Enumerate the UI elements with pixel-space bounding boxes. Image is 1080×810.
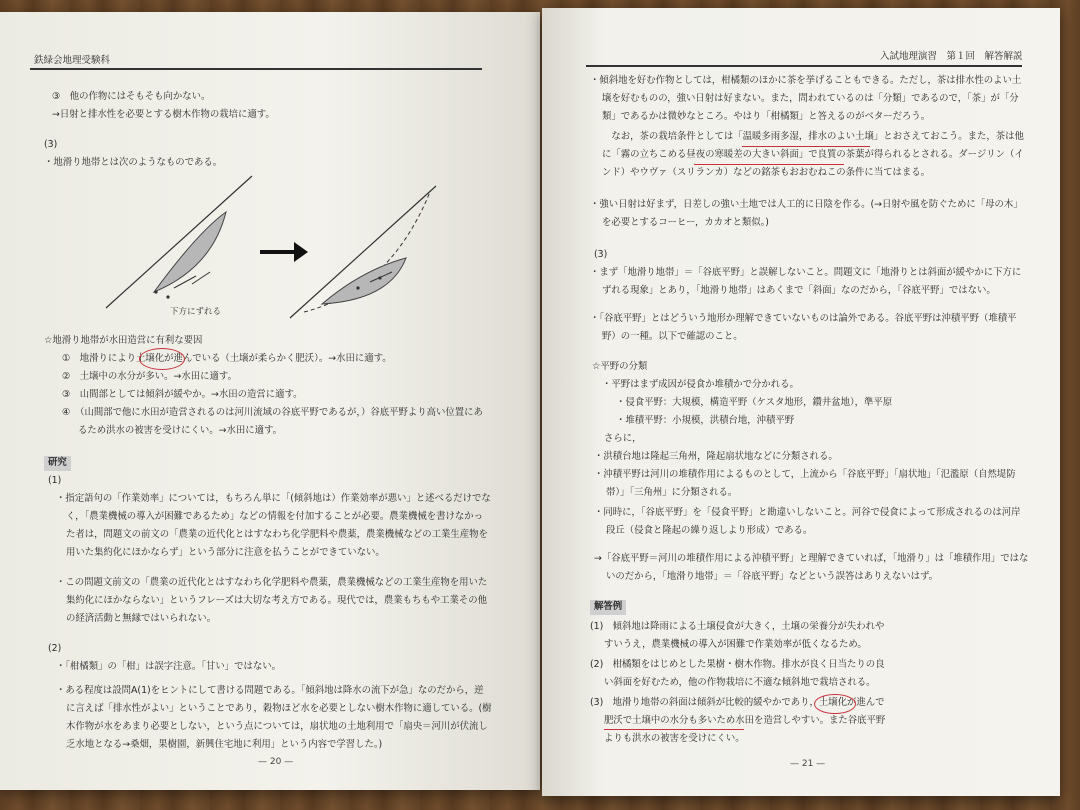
- left-line-1: →日射と排水性を必要とする樹木作物の栽培に適す。: [52, 109, 275, 120]
- right-line-10: ずれる現象」とあり，「地滑り地帯」はあくまで「斜面」なのだから，「谷底平野」ではない。: [602, 285, 996, 296]
- right-line-6: ・強い日射は好まず，日差しの強い土地では人工的に日陰を作る。(→日射や風を防ぐために「母の木」: [590, 199, 1023, 210]
- right-line-14: ・平野はまず成因が侵食か堆積かで分かれる。: [602, 379, 799, 390]
- right-line-13: ☆平野の分類: [592, 361, 648, 372]
- right-line-22: 段丘（侵食と隆起の繰り返しより形成）である。: [606, 525, 813, 536]
- landslide-diagram: [100, 172, 450, 322]
- right-line-21: ・同時に，「谷底平野」を「侵食平野」と勘違いしないこと。河谷で侵食によって形成されるのは河岸: [594, 507, 1021, 518]
- left-line-3: ・地滑り地帯とは次のようなものである。: [44, 157, 223, 168]
- right-line-12: 野）の一種。以下で確認のこと。: [602, 331, 743, 342]
- right-line-5: ンド）やウヴァ（スリランカ）などの銘茶もおおむねこの条件に当てはまる。: [602, 167, 931, 178]
- left-line-24: 乏水地となる→桑畑，果樹園，新興住宅地に利用」という内容で学習した。): [66, 739, 383, 750]
- right-line-1: 壌を好むものの，強い日射は好まない。また，問われているのは「分類」であるので，「茶」が「分: [602, 93, 1019, 104]
- left-line-18: の経済活動と無縁ではいられない。: [66, 613, 217, 624]
- left-line-22: に言えば「排水性がよい」ということであり，穀物ほど水を必要としない樹木作物に適している。(樹: [66, 703, 492, 714]
- right-line-30: (3) 地滑り地帯の斜面は傾斜が比較的緩やかであり，土壌化が進んで: [590, 697, 885, 708]
- left-header-rule: [30, 68, 482, 70]
- right-line-2: 類」であるかは微妙なところ。やはり「柑橘類」と答えるのがベターだろう。: [602, 111, 931, 122]
- red-underline-1: [742, 146, 870, 147]
- diagram-caption: 下方にずれる: [170, 307, 222, 317]
- left-line-11: (1): [48, 475, 62, 486]
- right-page-number: — 21 —: [790, 759, 826, 769]
- right-line-4: に「霧の立ちこめる昼夜の寒暖差の大きい斜面」で良質の茶葉が得られるとされる。ダージリン（イ: [602, 149, 1024, 160]
- right-line-28: (2) 柑橘類をはじめとした果樹・樹木作物。排水が良く日当たりの良: [590, 659, 885, 670]
- right-line-16: ・堆積平野：小規模，洪積台地，沖積平野: [616, 415, 795, 426]
- left-line-17: 集約化にほかならない」というフレーズは大切な考え方である。現代では，農業もちもや工業その他: [66, 595, 488, 606]
- left-line-7: ③ 山間部としては傾斜が緩やか。→水田の造営に適す。: [62, 389, 303, 400]
- red-circle-mark: [139, 348, 185, 370]
- right-line-9: ・まず「地滑り地帯」＝「谷底平野」と誤解しないこと。問題文に「地滑りとは斜面が緩やかに下方に: [590, 267, 1022, 278]
- left-header: 鉄緑会地理受験科: [34, 55, 111, 66]
- right-line-19: ・沖積平野は河川の堆積作用によるものとして，上流から「谷底平野」「扇状地」「氾濫原（自然堤防: [594, 469, 1016, 480]
- red-underline-3: [604, 729, 744, 730]
- left-line-2: (3): [44, 139, 58, 150]
- red-underline-2: [694, 164, 844, 165]
- right-header-rule: [586, 65, 1022, 67]
- right-line-31: 肥沃で土壌中の水分も多いため水田を造営しやすい。また谷底平野: [604, 715, 886, 726]
- left-page-number: — 20 —: [258, 757, 294, 767]
- right-line-17: さらに，: [604, 433, 642, 444]
- right-line-8: (3): [594, 249, 608, 260]
- right-line-20: 帯）」「三角州」に分類される。: [606, 487, 738, 498]
- right-line-32: よりも洪水の被害を受けにくい。: [604, 733, 745, 744]
- left-line-19: (2): [48, 643, 62, 654]
- right-line-0: ・傾斜地を好む作物としては，柑橘類のほかに茶を挙げることもできる。ただし，茶は排水性のよい土: [590, 75, 1022, 86]
- right-line-26: (1) 傾斜地は降雨による土壌侵食が大きく，土壌の栄養分が失われや: [590, 621, 885, 632]
- right-line-24: いのだから，「地滑り地帯」＝「谷底平野」などという誤答はありえないはず。: [606, 571, 939, 582]
- right-line-27: すいうえ，農業機械の導入が困難で作業効率が低くなるため。: [604, 639, 867, 650]
- left-line-21: ・ある程度は設問A(1)をヒントにして書ける問題である。「傾斜地は降水の流下が急」なのだから，逆: [56, 685, 484, 696]
- left-line-13: く，「農業機械の導入が困難であるため」などの情報を付加することが必要。農業機械を書けなかっ: [66, 511, 483, 522]
- left-line-4: ☆地滑り地帯が水田造営に有利な要因: [44, 335, 203, 346]
- right-header: 入試地理演習 第１回 解答解説: [880, 51, 1023, 62]
- left-line-20: ・「柑橘類」の「柑」は誤字注意。「甘い」ではない。: [56, 661, 281, 672]
- left-line-23: 木作物が水をあまり必要としない，という点については，扇状地の土地利用で「扇央＝河川が伏流し: [66, 721, 488, 732]
- left-line-5: ① 地滑りにより土壌化が進んでいる（土壌が柔らかく肥沃）。→水田に適す。: [62, 353, 392, 364]
- right-line-7: を必要とするコーヒー，カカオと類似。): [602, 217, 769, 228]
- right-line-23: →「谷底平野＝河川の堆積作用による沖積平野」と理解できていれば，「地滑り」は「堆積作用」ではな: [594, 553, 1029, 564]
- left-line-9: るため洪水の被害を受けにくい。→水田に適す。: [78, 425, 282, 436]
- left-line-6: ② 土壌中の水分が多い。→水田に適す。: [62, 371, 237, 382]
- right-line-3: なお，茶の栽培条件としては「温暖多雨多湿，排水のよい土壌」とおさえておこう。また，茶は他: [602, 131, 1024, 142]
- right-page: [542, 8, 1060, 796]
- section-kenkyu-label: 研究: [44, 456, 71, 471]
- left-line-12: ・指定語句の「作業効率」については，もちろん単に「(傾斜地は）作業効率が悪い」と述べるだけでな: [56, 493, 491, 504]
- left-line-14: た者は，問題文の前文の「農業の近代化とはすなわち化学肥料や農薬，農業機械などの工業生産物を: [66, 529, 488, 540]
- right-line-15: ・侵食平野：大規模，構造平野（ケスタ地形，鑽井盆地），準平原: [616, 397, 893, 408]
- right-line-29: い斜面を好むため，他の作物栽培に不適な傾斜地で栽培される。: [604, 677, 876, 688]
- right-line-18: ・洪積台地は隆起三角州，隆起扇状地などに分類される。: [594, 451, 838, 462]
- section-answer-label: 解答例: [590, 600, 626, 615]
- right-line-11: ・「谷底平野」とはどういう地形か理解できていないものは論外である。谷底平野は沖積平野（堆積平: [590, 313, 1017, 324]
- left-line-16: ・この問題文前文の「農業の近代化とはすなわち化学肥料や農薬，農業機械などの工業生産物を用いた: [56, 577, 488, 588]
- left-line-0: ③ 他の作物にはそもそも向かない。: [52, 91, 211, 102]
- left-line-15: 用いた集約化にほかならず」という部分に注意を払うことができていない。: [66, 547, 385, 558]
- red-circle-mark-right: [814, 694, 856, 714]
- left-line-8: ④ （山間部で他に水田が造営されるのは河川流域の谷底平野であるが，）谷底平野より高い位置にあ: [62, 407, 483, 418]
- left-page: [0, 12, 540, 790]
